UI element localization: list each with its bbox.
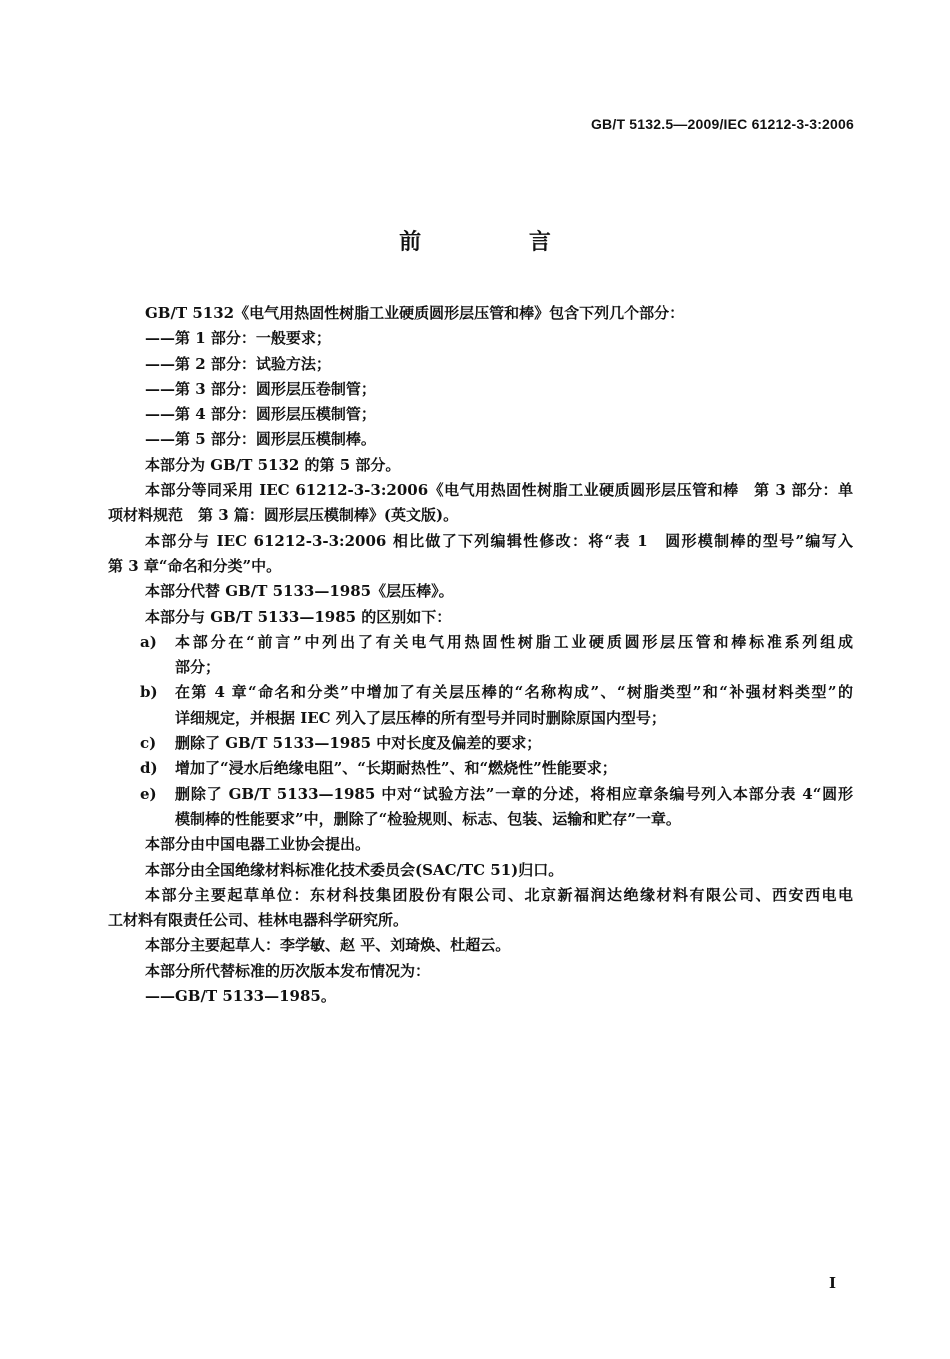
text-line	[0, 883, 950, 908]
line-text: ——第 5 部分：圆形层压模制棒。	[145, 430, 376, 449]
line-text: 本部分与 IEC 61212-3-3:2006 相比做了下列编辑性修改：将“表 1 圆形模制棒的型号”编写入	[145, 531, 853, 550]
line-text: 本部分为 GB/T 5132 的第 5 部分。	[145, 455, 401, 474]
text-line	[0, 984, 950, 1009]
line-text: ——第 1 部分：一般要求；	[145, 329, 331, 348]
text-line	[0, 453, 950, 478]
line-text: 本部分代替 GB/T 5133—1985《层压棒》。	[145, 582, 454, 601]
text-line	[0, 326, 950, 351]
text-line	[0, 908, 950, 933]
text-line	[0, 301, 950, 326]
line-text: GB/T 5132《电气用热固性树脂工业硬质圆形层压管和棒》包含下列几个部分：	[145, 304, 685, 322]
list-item-line	[0, 680, 950, 705]
line-text: 本部分与 GB/T 5133—1985 的区别如下：	[145, 607, 452, 626]
line-text: 删除了 GB/T 5133—1985 中对长度及偏差的要求；	[175, 734, 542, 753]
list-item-label: d)	[140, 759, 158, 778]
text-line	[0, 529, 950, 554]
line-text: 本部分主要起草人：李学敏、赵 平、刘琦焕、杜超云。	[145, 936, 511, 955]
line-text: ——第 3 部分：圆形层压卷制管；	[145, 379, 376, 398]
standard-number-header: GB/T 5132.5—2009/IEC 61212-3-3:2006	[590, 116, 854, 132]
text-line	[0, 579, 950, 604]
line-text: 本部分等同采用 IEC 61212-3-3:2006《电气用热固性树脂工业硬质圆形层压管和棒 第 3 部分：单	[145, 481, 853, 500]
list-item-line	[0, 630, 950, 655]
line-text: 删除了 GB/T 5133—1985 中对“试验方法”一章的分述，将相应章条编号列入本部分表 4“圆形	[175, 784, 853, 803]
text-line	[0, 605, 950, 630]
text-line	[0, 832, 950, 857]
line-text: 工材料有限责任公司、桂林电器科学研究所。	[108, 911, 409, 930]
line-text: 本部分所代替标准的历次版本发布情况为：	[145, 961, 431, 980]
list-item-label: a)	[140, 632, 157, 651]
text-line	[0, 503, 950, 528]
text-line	[0, 402, 950, 427]
line-text: 本部分由中国电器工业协会提出。	[145, 835, 371, 854]
text-line	[0, 554, 950, 579]
list-item-label: c)	[140, 734, 157, 753]
line-text: 部分；	[175, 658, 221, 677]
foreword-body	[0, 301, 950, 1009]
page-title: 前 言	[399, 229, 601, 255]
list-item-label: e)	[140, 784, 157, 803]
text-line	[0, 377, 950, 402]
line-text: 在第 4 章“命名和分类”中增加了有关层压棒的“名称构成”、“树脂类型”和“补强材料类型”的	[175, 683, 853, 702]
list-item-line	[0, 731, 950, 756]
text-line	[0, 858, 950, 883]
list-item-line	[0, 756, 950, 781]
page-number: I	[829, 1274, 837, 1292]
line-text: 项材料规范 第 3 篇：圆形层压模制棒》(英文版)。	[108, 506, 459, 525]
line-text: 增加了“浸水后绝缘电阻”、“长期耐热性”、和“燃烧性”性能要求；	[175, 759, 617, 778]
line-text: 第 3 章“命名和分类”中。	[108, 556, 282, 575]
text-line	[0, 933, 950, 958]
line-text: ——第 2 部分：试验方法；	[145, 354, 331, 373]
line-text: ——GB/T 5133—1985。	[145, 987, 336, 1006]
line-text: 本部分由全国绝缘材料标准化技术委员会(SAC/TC 51)归口。	[145, 860, 564, 879]
text-line	[0, 807, 950, 832]
line-text: 本部分主要起草单位：东材科技集团股份有限公司、北京新福润达绝缘材料有限公司、西安西电电	[145, 885, 853, 904]
text-line	[0, 959, 950, 984]
list-item-line	[0, 782, 950, 807]
text-line	[0, 352, 950, 377]
list-item-label: b)	[140, 683, 158, 702]
line-text: 本部分在“前言”中列出了有关电气用热固性树脂工业硬质圆形层压管和棒标准系列组成	[175, 632, 853, 651]
line-text: 模制棒的性能要求”中，删除了“检验规则、标志、包装、运输和贮存”一章。	[175, 809, 681, 828]
text-line	[0, 478, 950, 503]
line-text: ——第 4 部分：圆形层压模制管；	[145, 405, 376, 424]
text-line	[0, 706, 950, 731]
text-line	[0, 427, 950, 452]
line-text: 详细规定，并根据 IEC 列入了层压棒的所有型号并同时删除原国内型号；	[175, 708, 666, 727]
text-line	[0, 655, 950, 680]
